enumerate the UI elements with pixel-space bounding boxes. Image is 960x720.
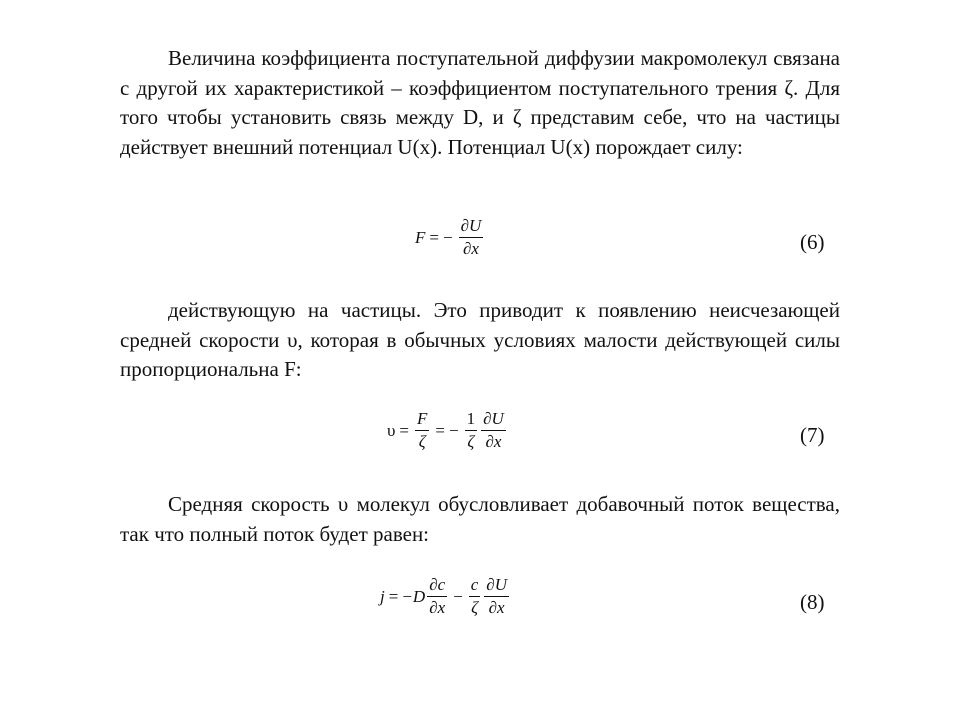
eq7-fraction-2 bbox=[465, 409, 478, 452]
eq8-fraction-1 bbox=[427, 575, 447, 618]
eq8-frac3-denominator: ∂x bbox=[488, 598, 505, 617]
eq6-equals: = bbox=[429, 227, 439, 247]
eq8-lhs: j bbox=[380, 586, 385, 606]
eq8-frac1-numerator: ∂c bbox=[427, 575, 447, 597]
eq7-frac3-denominator: ∂x bbox=[485, 432, 502, 451]
eq8-fraction-3 bbox=[484, 575, 509, 618]
eq7-frac1-numerator: F bbox=[415, 409, 429, 431]
equation-6 bbox=[415, 216, 485, 259]
equation-8-number: (8) bbox=[800, 590, 825, 614]
eq7-fraction-3 bbox=[481, 409, 506, 452]
eq7-frac2-denominator: ζ bbox=[467, 432, 475, 451]
eq6-fraction bbox=[459, 216, 484, 259]
equation-6-number: (6) bbox=[800, 230, 825, 254]
eq6-lhs: F bbox=[415, 227, 426, 247]
eq8-coefficient: D bbox=[412, 586, 426, 606]
eq8-minus-2: − bbox=[453, 586, 463, 606]
eq7-fraction-1 bbox=[415, 409, 429, 452]
paragraph-mean-velocity: действующую на частицы. Это приводит к появлению неисчезающей средней скорости υ, которая в обычных условиях малости действующей силы пропорциональна F: bbox=[120, 298, 840, 381]
eq6-frac-numerator: ∂U bbox=[459, 216, 484, 238]
eq7-frac3-numerator: ∂U bbox=[481, 409, 506, 431]
eq8-frac3-numerator: ∂U bbox=[484, 575, 509, 597]
eq8-minus-1: − bbox=[402, 586, 412, 606]
eq7-equals-1: = bbox=[399, 420, 410, 440]
paragraph-diffusion-intro: Величина коэффициента поступательной диффузии макромолекул связана с другой их характеристикой – коэффициентом поступательного трения ζ. Для того чтобы установить связь между D, и ζ представим себе, что на частицы действует внешний потенциал U(x). Потенциал U(x) порождает силу: bbox=[120, 46, 840, 159]
eq8-fraction-2 bbox=[469, 575, 481, 618]
eq6-frac-denominator: ∂x bbox=[462, 239, 479, 258]
eq7-frac1-denominator: ζ bbox=[418, 432, 426, 451]
eq7-lhs: υ bbox=[387, 420, 396, 440]
eq8-frac2-numerator: c bbox=[469, 575, 481, 597]
eq8-equals: = bbox=[388, 586, 399, 606]
equation-7 bbox=[387, 409, 508, 452]
eq6-minus: − bbox=[442, 227, 453, 247]
paragraph-total-flux: Средняя скорость υ молекул обусловливает добавочный поток вещества, так что полный поток будет равен: bbox=[120, 492, 840, 546]
eq8-frac1-denominator: ∂x bbox=[429, 598, 446, 617]
eq7-minus: − bbox=[449, 420, 459, 440]
eq8-frac2-denominator: ζ bbox=[471, 598, 478, 617]
eq7-frac2-numerator: 1 bbox=[465, 409, 478, 431]
eq7-equals-2: = bbox=[435, 420, 445, 440]
equation-7-number: (7) bbox=[800, 423, 825, 447]
equation-8 bbox=[380, 575, 511, 618]
